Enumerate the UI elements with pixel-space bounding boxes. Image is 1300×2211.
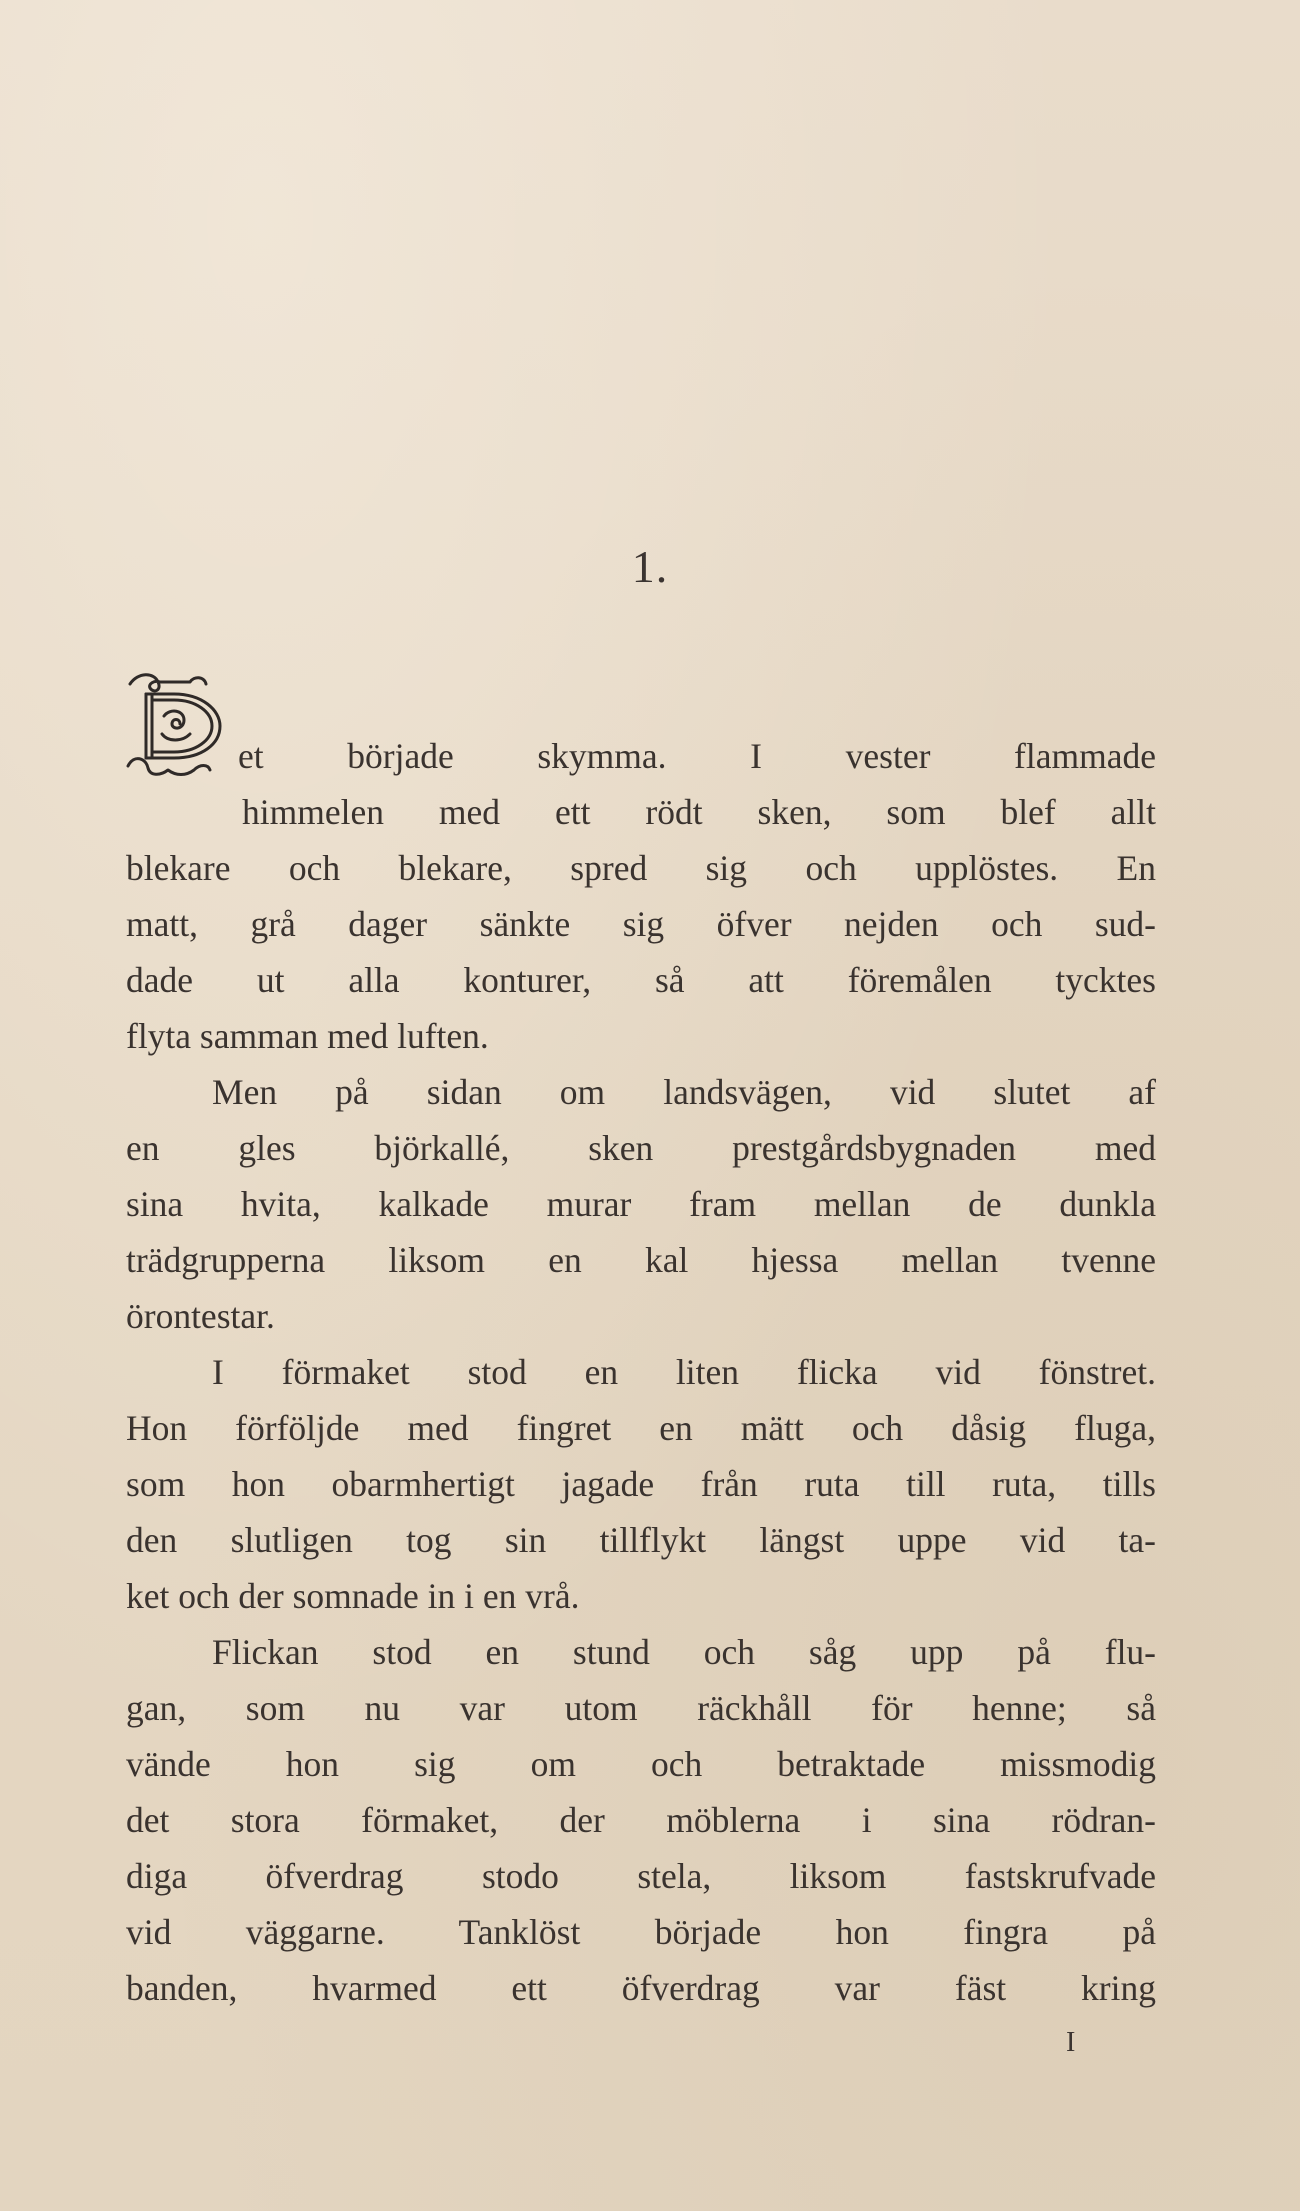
text-line: Hon förföljde med fingret en mätt och dåsig fluga, (126, 1408, 1156, 1448)
chapter-number: 1. (631, 541, 669, 592)
text-line: Men på sidan om landsvägen, vid slutet af (212, 1072, 1156, 1112)
text-line: vände hon sig om och betraktade missmodig (126, 1744, 1156, 1784)
text-line: himmelen med ett rödt sken, som blef allt (242, 792, 1156, 832)
text-line: banden, hvarmed ett öfverdrag var fäst kring (126, 1968, 1156, 2008)
text-line: vid väggarne. Tanklöst började hon fingra på (126, 1912, 1156, 1952)
text-line: en gles björkallé, sken prestgårdsbygnaden med (126, 1128, 1156, 1168)
text-line: diga öfverdrag stodo stela, liksom fastskrufvade (126, 1856, 1156, 1896)
text-line: som hon obarmhertigt jagade från ruta till ruta, tills (126, 1464, 1156, 1504)
text-line: trädgrupperna liksom en kal hjessa mellan tvenne (126, 1240, 1156, 1280)
text-line: dade ut alla konturer, så att föremålen tycktes (126, 960, 1156, 1000)
text-line: örontestar. (126, 1296, 275, 1336)
text-line: matt, grå dager sänkte sig öfver nejden och sud- (126, 904, 1156, 944)
text-line: et började skymma. I vester flammade (238, 736, 1156, 776)
body-text (126, 728, 1156, 2016)
text-line: det stora förmaket, der möblerna i sina rödran- (126, 1800, 1156, 1840)
text-line: flyta samman med luften. (126, 1016, 489, 1056)
text-line: I förmaket stod en liten flicka vid fönstret. (212, 1352, 1156, 1392)
svg-text:D: D (158, 812, 159, 813)
text-line: sina hvita, kalkade murar fram mellan de dunkla (126, 1184, 1156, 1224)
text-line: Flickan stod en stund och såg upp på flu- (212, 1632, 1156, 1672)
signature-mark: I (1066, 2027, 1076, 2058)
text-line: ket och der somnade in i en vrå. (126, 1576, 580, 1616)
text-line: den slutligen tog sin tillflykt längst uppe vid ta- (126, 1520, 1156, 1560)
text-line: blekare och blekare, spred sig och upplöstes. En (126, 848, 1156, 888)
text-line: gan, som nu var utom räckhåll för henne; så (126, 1688, 1156, 1728)
